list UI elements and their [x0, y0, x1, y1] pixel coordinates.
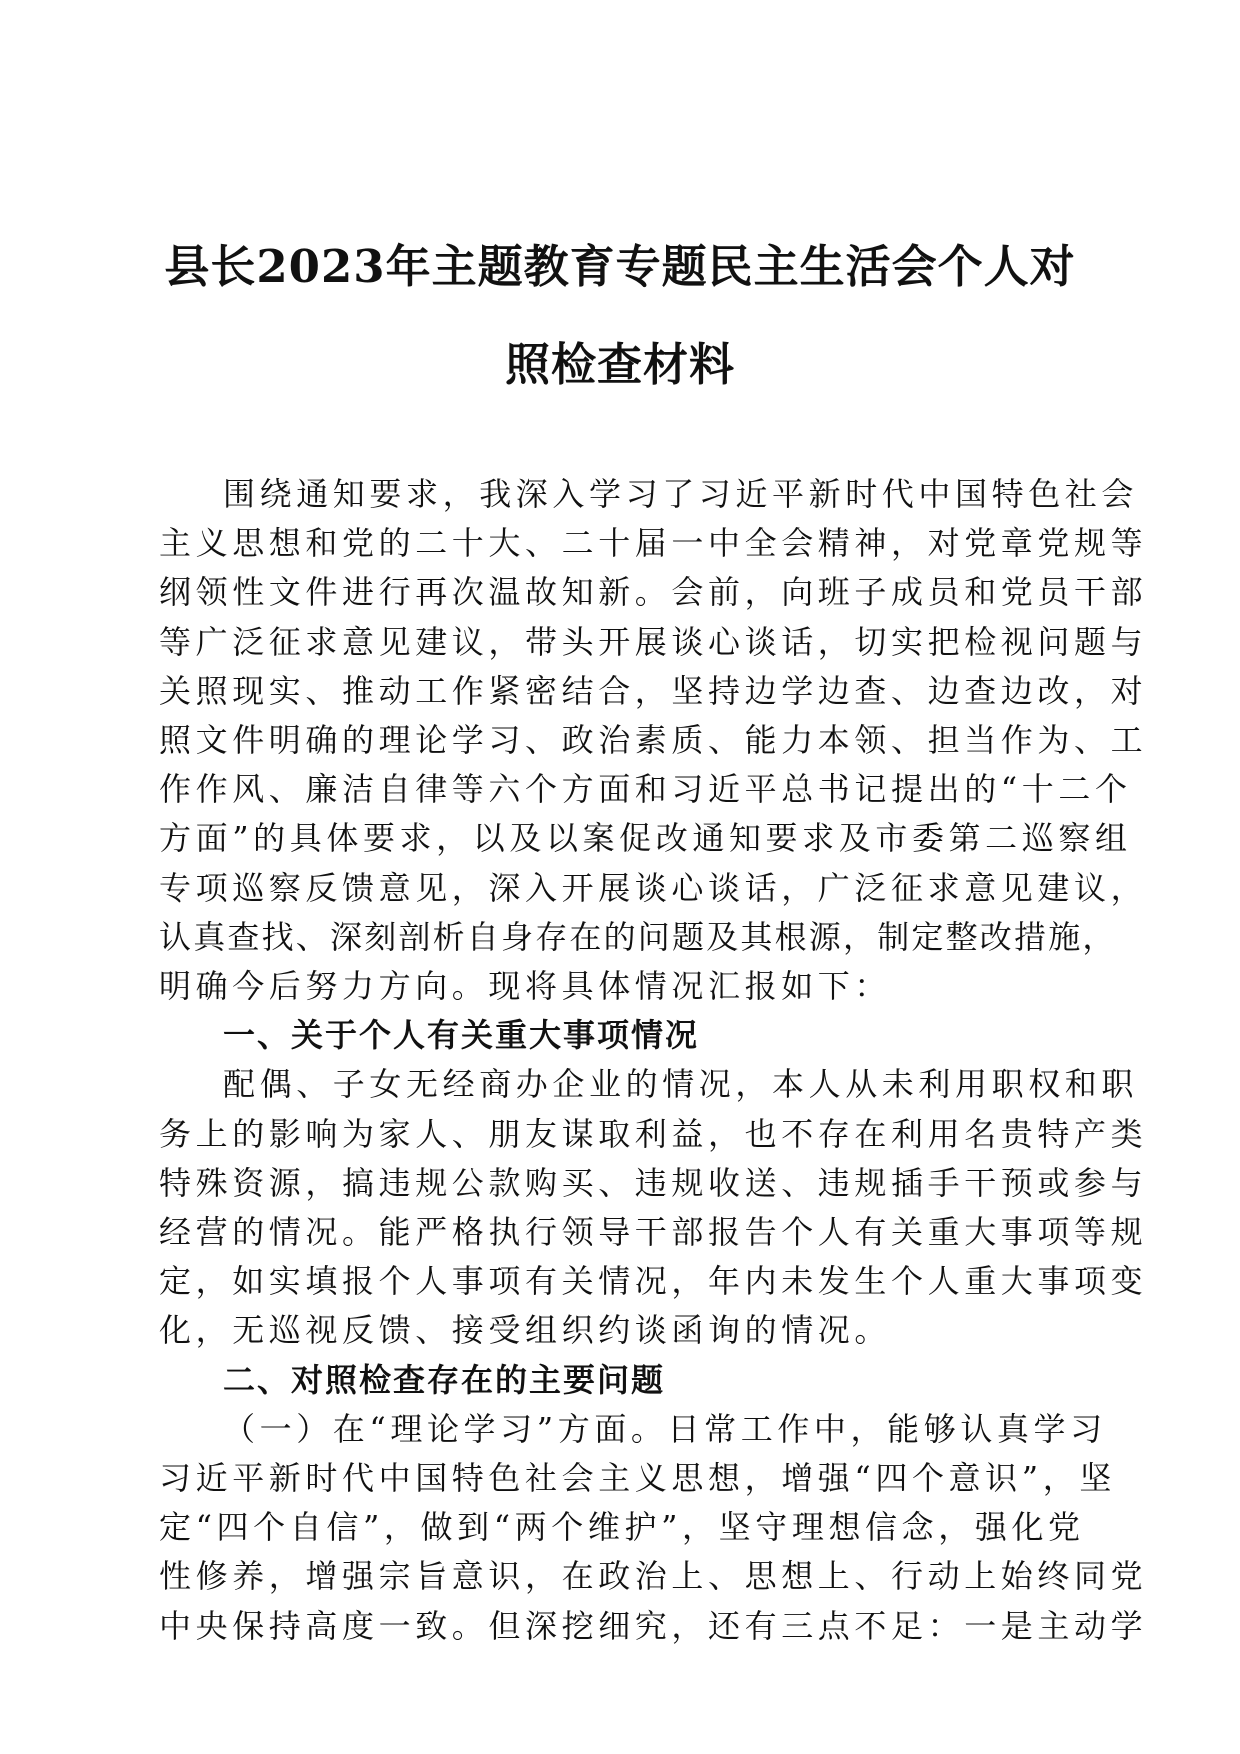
paragraph-line: 作作风、廉洁自律等六个方面和习近平总书记提出的“十二个: [159, 770, 1132, 809]
paragraph-line: 性修养，增强宗旨意识，在政治上、思想上、行动上始终同党: [159, 1557, 1148, 1596]
paragraph-line: 关照现实、推动工作紧密结合，坚持边学边查、边查边改，对: [159, 671, 1148, 710]
paragraph-line: 等广泛征求意见建议，带头开展谈心谈话，切实把检视问题与: [159, 622, 1148, 661]
title-line: 县长2023年主题教育专题民主生活会个人对: [164, 240, 1076, 293]
paragraph-line: 方面”的具体要求，以及以案促改通知要求及市委第二巡察组: [159, 819, 1132, 858]
paragraph-line: 专项巡察反馈意见，深入开展谈心谈话，广泛征求意见建议，: [159, 868, 1148, 907]
paragraph-line: 特殊资源，搞违规公款购买、违规收送、违规插手干预或参与: [159, 1163, 1148, 1202]
paragraph-line: 明确今后努力方向。现将具体情况汇报如下：: [159, 967, 892, 1006]
paragraph-line: 定“四个自信”，做到“两个维护”，坚守理想信念，强化党: [159, 1508, 1085, 1547]
section-heading: 一、关于个人有关重大事项情况: [223, 1016, 700, 1055]
paragraph-line: 围绕通知要求，我深入学习了习近平新时代中国特色社会: [223, 475, 1139, 513]
paragraph-line: 主义思想和党的二十大、二十届一中全会精神，对党章党规等: [159, 524, 1148, 563]
document-title: [150, 218, 1090, 414]
paragraph-line: 化，无巡视反馈、接受组织约谈函询的情况。: [159, 1311, 892, 1350]
paragraph-line: 习近平新时代中国特色社会主义思想，增强“四个意识”，坚: [159, 1459, 1116, 1498]
paragraph-line: 认真查找、深刻剖析自身存在的问题及其根源，制定整改措施，: [159, 917, 1117, 956]
paragraph-line: 务上的影响为家人、朋友谋取利益，也不存在利用名贵特产类: [159, 1114, 1148, 1153]
section-heading: 二、对照检查存在的主要问题: [223, 1360, 666, 1399]
paragraph-line: 定，如实填报个人事项有关情况，年内未发生个人重大事项变: [159, 1262, 1148, 1301]
paragraph-line: 照文件明确的理论学习、政治素质、能力本领、担当作为、工: [159, 721, 1148, 760]
paragraph-line: 经营的情况。能严格执行领导干部报告个人有关重大事项等规: [159, 1213, 1148, 1252]
title-line: 照检查材料: [504, 338, 735, 391]
document-body: [159, 470, 1148, 1651]
paragraph-line: 中央保持高度一致。但深挖细究，还有三点不足：一是主动学: [159, 1606, 1148, 1645]
paragraph-line: 纲领性文件进行再次温故知新。会前，向班子成员和党员干部: [159, 573, 1148, 612]
paragraph-line: 配偶、子女无经商办企业的情况，本人从未利用职权和职: [223, 1065, 1139, 1104]
paragraph-line: （一）在“理论学习”方面。日常工作中，能够认真学习: [223, 1409, 1107, 1448]
